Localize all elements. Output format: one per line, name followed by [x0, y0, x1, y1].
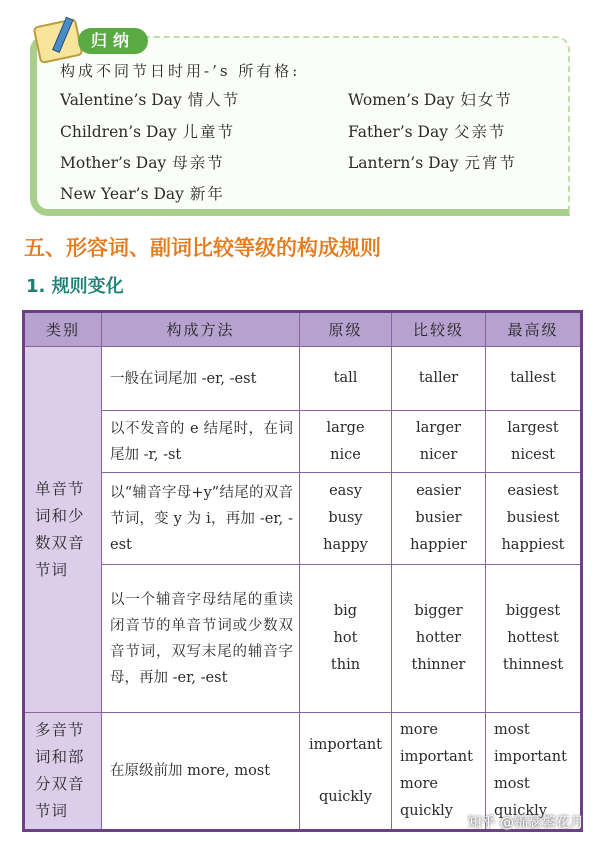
positive-cell: [300, 565, 392, 713]
section-title: 五、形容词、副词比较等级的构成规则: [24, 236, 381, 260]
word: largest: [507, 419, 559, 436]
holiday-en: Valentine’s Day: [60, 91, 182, 109]
word: nice: [330, 446, 361, 463]
holiday-item: [60, 88, 240, 110]
word: hotter: [415, 630, 462, 646]
holiday-cn: 儿童节: [182, 123, 235, 141]
superlative-cell: [486, 411, 582, 473]
word: important: [309, 737, 382, 753]
superlative-cell: [486, 565, 582, 713]
table-row: [24, 411, 582, 473]
word: easiest: [507, 483, 559, 499]
category-cell: 单音节词和少数双音节词: [24, 347, 102, 713]
method-cell: 以一个辅音字母结尾的重读闭音节的单音节词或少数双音节词，双写末尾的辅音字母，再加 -er, -est: [102, 565, 300, 713]
method-cell: 以不发音的 e 结尾时，在词尾加 -r, -st: [102, 411, 300, 473]
word: more: [400, 722, 438, 738]
holiday-cn: 新年: [189, 185, 225, 203]
word: nicest: [511, 446, 555, 463]
holiday-en: Mother’s Day: [60, 154, 167, 172]
method-cell: 一般在词尾加 -er, -est: [102, 347, 300, 411]
word: happy: [323, 537, 368, 553]
word: important: [494, 749, 567, 765]
superlative-cell: [486, 473, 582, 565]
word: busy: [328, 510, 363, 526]
word: larger: [415, 419, 461, 436]
word: quickly: [400, 803, 453, 819]
positive-cell: [300, 473, 392, 565]
word: biggest: [505, 603, 561, 619]
word: happiest: [501, 537, 565, 553]
sub-title: 1. 规则变化: [26, 276, 124, 297]
holiday-cn: 母亲节: [172, 154, 225, 172]
header-positive: 原级: [300, 312, 392, 347]
table-row: [24, 565, 582, 713]
holiday-item: [60, 151, 225, 173]
word: quickly: [494, 803, 547, 819]
header-comparative: 比较级: [392, 312, 486, 347]
word: taller: [418, 370, 459, 386]
summary-box: [22, 22, 570, 216]
word: most: [494, 722, 530, 738]
table-row: [24, 347, 582, 411]
holiday-en: Children’s Day: [60, 123, 177, 141]
superlative-cell: [486, 347, 582, 411]
word: busiest: [506, 510, 560, 526]
word: tall: [333, 370, 358, 386]
word: hottest: [507, 630, 559, 646]
word: more: [400, 776, 438, 792]
word: busier: [415, 510, 462, 526]
header-method: 构成方法: [102, 312, 300, 347]
holiday-item: [348, 120, 507, 142]
holiday-cn: 妇女节: [460, 91, 513, 109]
positive-cell: [300, 411, 392, 473]
word: big: [333, 603, 358, 619]
method-cell: 在原级前加 more, most: [102, 713, 300, 831]
word: easy: [329, 483, 362, 499]
holiday-en: Lantern’s Day: [348, 154, 459, 172]
word: bigger: [414, 603, 463, 619]
holiday-item: [348, 88, 513, 110]
comparative-cell: [392, 565, 486, 713]
holiday-item: [60, 120, 235, 142]
category-cell: 多音节词和部分双音节词: [24, 713, 102, 831]
comparison-rules-table: [22, 310, 583, 832]
positive-cell: [300, 347, 392, 411]
summary-intro: 构成不同节日时用-’s 所有格:: [60, 62, 301, 80]
word: quickly: [319, 789, 372, 805]
holiday-en: Father’s Day: [348, 123, 448, 141]
positive-cell: [300, 713, 392, 831]
word: important: [400, 749, 473, 765]
holiday-en: Women’s Day: [348, 91, 455, 109]
header-category: 类别: [24, 312, 102, 347]
comparative-cell: [392, 347, 486, 411]
comparative-cell: [392, 411, 486, 473]
word: nicer: [419, 446, 458, 463]
method-cell: 以“辅音字母+y”结尾的双音节词，变 y 为 i，再加 -er, -est: [102, 473, 300, 565]
table-header-row: [24, 312, 582, 347]
word: thinner: [411, 657, 466, 673]
holiday-cn: 父亲节: [453, 123, 507, 141]
comparative-cell: [392, 473, 486, 565]
word: most: [494, 776, 530, 792]
word: thin: [330, 657, 361, 673]
word: tallest: [510, 370, 556, 386]
word: hot: [333, 630, 358, 646]
holiday-cn: 情人节: [187, 91, 241, 109]
word: happier: [410, 537, 467, 553]
holiday-item: [60, 182, 225, 204]
word: thinnest: [502, 657, 564, 673]
table-row: [24, 473, 582, 565]
word: large: [326, 419, 365, 436]
holiday-item: [348, 151, 517, 173]
holiday-cn: 元宵节: [464, 154, 518, 172]
watermark: 知乎 @锦瑟繁花月: [467, 815, 584, 831]
word: easier: [416, 483, 461, 499]
summary-badge: 归纳: [78, 28, 148, 54]
holiday-en: New Year’s Day: [60, 185, 184, 203]
header-superlative: 最高级: [486, 312, 582, 347]
